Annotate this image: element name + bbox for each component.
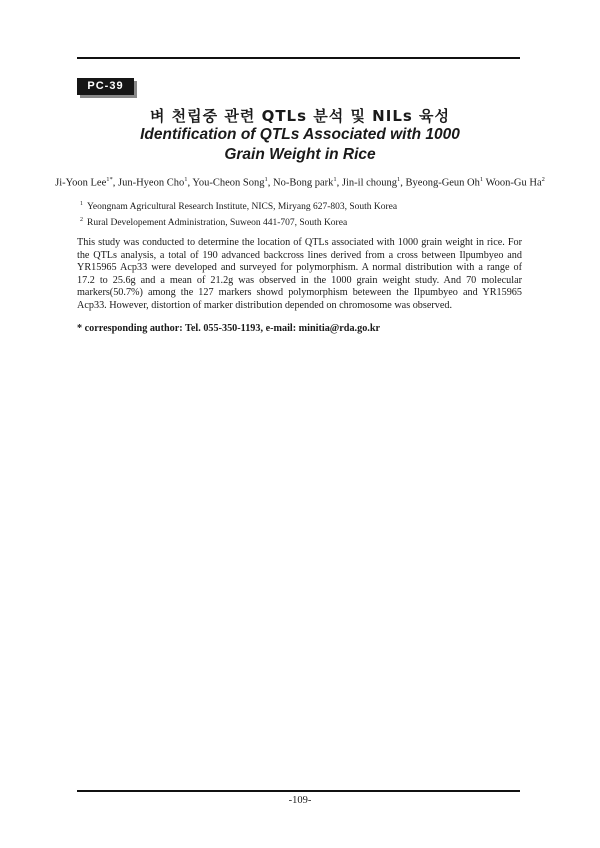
- bottom-rule: [77, 790, 520, 792]
- affiliation-number: 2: [80, 217, 83, 224]
- top-rule: [77, 57, 520, 59]
- author-affil-mark: 1: [264, 176, 268, 183]
- abstract-paragraph: This study was conducted to determine the location of QTLs associated with 1000 grain weight in rice. For the QTLs analysis, a total of 190 advanced backcross lines derived from a cross between Ilpumbyeo and YR15965 Acp33 were developed and surveyed for polymorphism. A normal distribution with a range of 17.2 to 25.6g and a mean of 21.2g was observed in the 1000 grain weight study. And 70 molecular markers(50.7%) among the 127 markers showd polymorphism beteween the Ilpumbyeo and YR15965 Acp33. However, distortion of marker distribution depended on chromosome was observed.: [77, 237, 522, 311]
- author-name: You-Cheon Song: [192, 177, 265, 189]
- affiliation-text: Rural Developement Administration, Suweon 441-707, South Korea: [87, 218, 348, 229]
- title-english-line1: Identification of QTLs Associated with 1000: [140, 126, 460, 143]
- author-name: Woon-Gu Ha: [485, 177, 542, 189]
- affiliation-number: 1: [80, 201, 83, 207]
- affiliation-text: Yeongnam Agricultural Research Institute, NICS, Miryang 627-803, South Korea: [87, 202, 398, 213]
- corresponding-author: * corresponding author: Tel. 055-350-1193, e-mail: minitia@rda.go.kr: [77, 323, 381, 334]
- author-name: Byeong-Geun Oh: [405, 177, 480, 189]
- author-affil-mark: 1: [397, 176, 401, 183]
- author-name: Jin-il choung: [341, 177, 398, 189]
- author-list: Ji-Yoon Lee$^{1*}$, Jun-Hyeon Cho$^1$, You-Cheon Song$^1$, No-Bong park$^1$, Jin-il choung$^1$, Byeong-Geun Oh$^1$ Woon-Gu Ha$^2$: [55, 176, 545, 189]
- author-name: Jun-Hyeon Cho: [118, 177, 185, 189]
- author-affil-mark: 1: [333, 176, 337, 183]
- author-affil-mark: 2: [541, 176, 545, 183]
- affiliation-list: [80, 198, 397, 230]
- author-name: No-Bong park: [273, 177, 334, 189]
- author-affil-mark: 1*: [106, 176, 113, 183]
- affiliation-item: [80, 214, 397, 230]
- page-number: -109-: [288, 795, 312, 806]
- author-name: Ji-Yoon Lee: [55, 177, 107, 189]
- affiliation-item: [80, 198, 397, 214]
- badge-shadow-side: [134, 81, 137, 98]
- session-badge: PC-39: [77, 78, 134, 95]
- author-affil-mark: 1: [479, 176, 484, 183]
- title-korean: 벼 천립중 관련 QTLs 분석 및 NILs 육성: [149, 107, 451, 125]
- author-affil-mark: 1: [184, 176, 188, 183]
- title-english-line2: Grain Weight in Rice: [224, 146, 376, 163]
- badge-shadow: [80, 95, 137, 98]
